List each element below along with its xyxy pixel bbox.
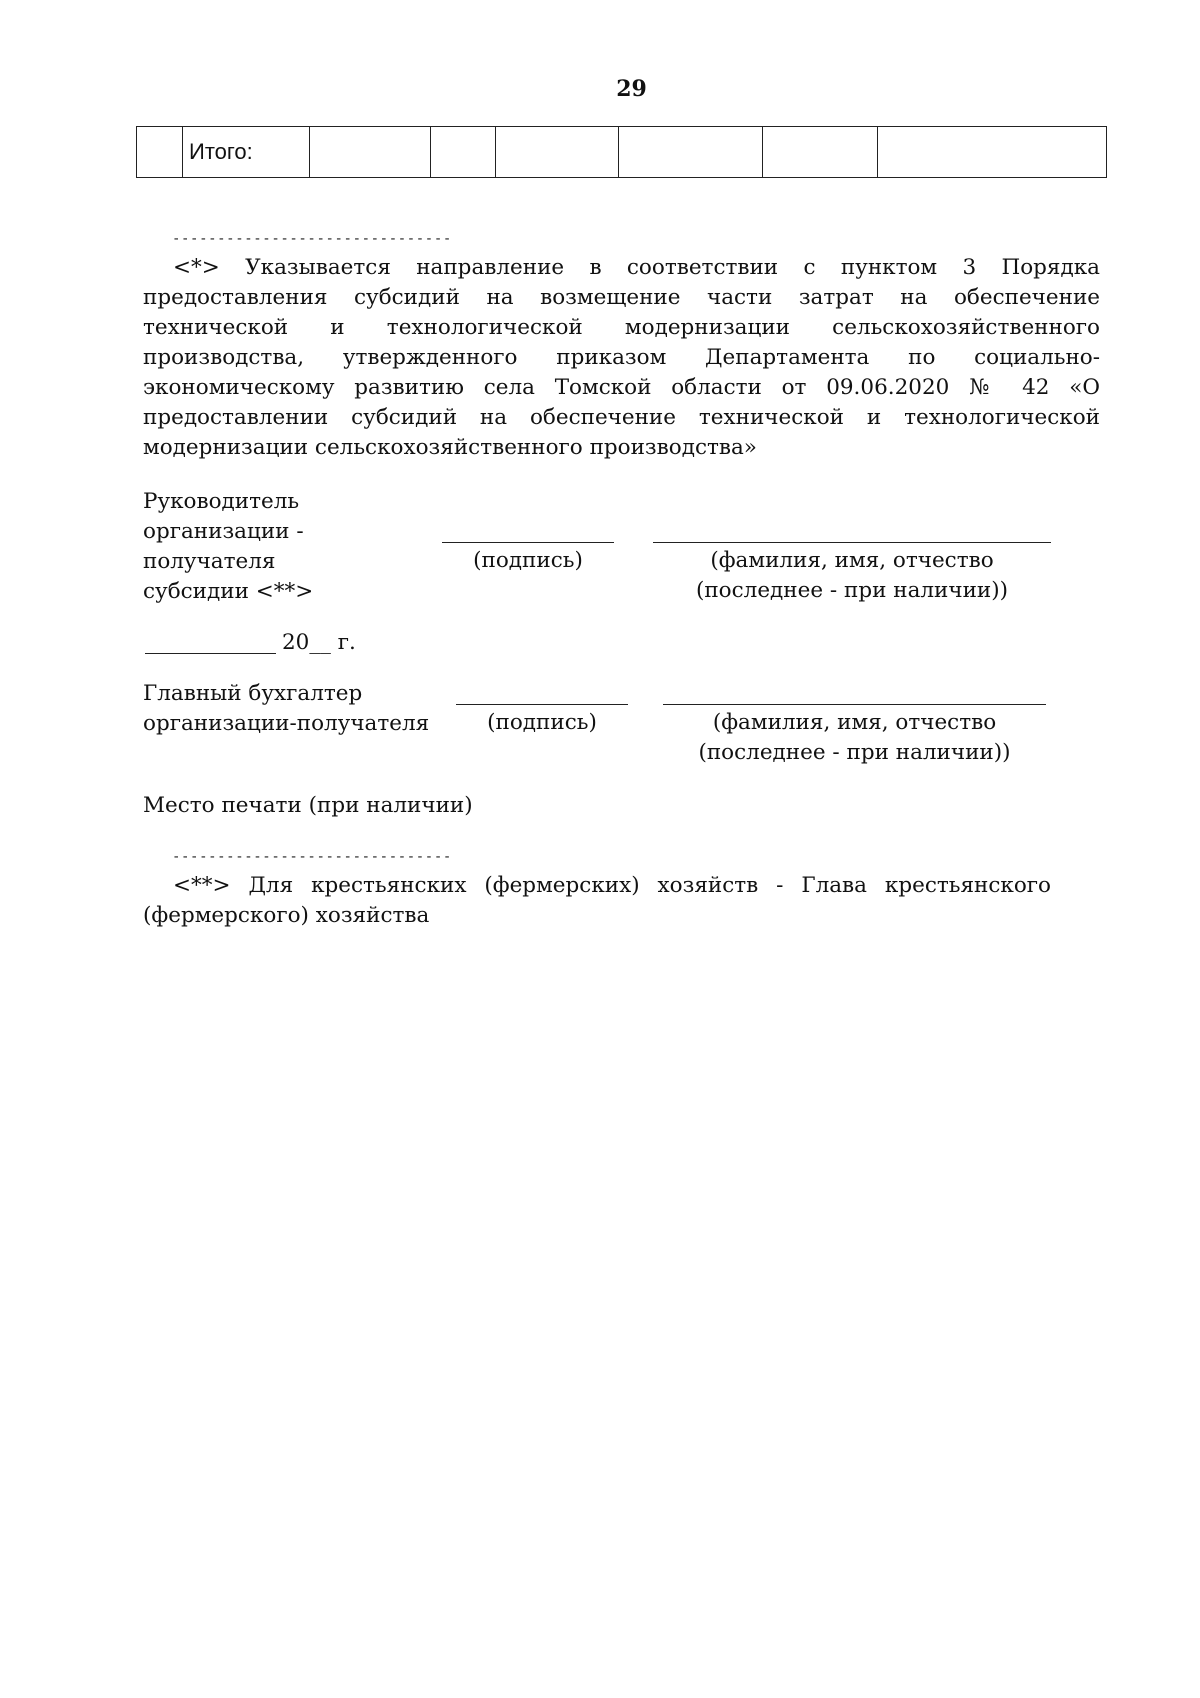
- table-cell: [431, 127, 496, 178]
- table-cell: [137, 127, 183, 178]
- head-label-line: организации -: [143, 519, 304, 544]
- accountant-name-caption-line-2: (последнее - при наличии)): [698, 740, 1011, 765]
- head-name-caption-line-2: (последнее - при наличии)): [695, 578, 1009, 603]
- date-line[interactable]: [145, 653, 276, 654]
- footnote-2-text: <**> Для крестьянских (фермерских) хозяйств - Глава крестьянского (фермерского) хозяйства: [143, 873, 1051, 928]
- accountant-name-line[interactable]: [663, 704, 1046, 705]
- accountant-signature-line[interactable]: [456, 704, 628, 705]
- footnote-1: [143, 253, 1100, 463]
- accountant-name-caption: [663, 708, 1046, 768]
- totals-table: [136, 126, 1107, 178]
- head-name-line[interactable]: [653, 542, 1051, 543]
- accountant-name-caption-line-1: (фамилия, имя, отчество: [712, 710, 997, 735]
- head-signature-line[interactable]: [442, 542, 614, 543]
- footnote-separator: -------------------------------: [172, 231, 452, 247]
- head-signature-caption: (подпись): [473, 548, 583, 573]
- table-cell: [310, 127, 431, 178]
- totals-label: Итого:: [183, 127, 310, 178]
- head-name-caption-line-1: (фамилия, имя, отчество: [710, 548, 994, 573]
- footnote-1-text: <*> Указывается направление в соответствии с пунктом 3 Порядка предоставления субсидий на возмещение части затрат на обеспечение технической и технологической модернизации сельскохозяйственного производства, утвержденного приказом Департамента по социально-экономическому развитию села Томской области от 09.06.2020 № 42 «О предоставлении субсидий на обеспечение технической и технологической модернизации сельскохозяйственного производства»: [143, 255, 1100, 460]
- stamp-place: Место печати (при наличии): [143, 793, 473, 818]
- footnote-separator-2: -------------------------------: [172, 849, 452, 865]
- footnote-2: [143, 871, 1051, 931]
- table-cell: [496, 127, 619, 178]
- table-row: [137, 127, 1107, 178]
- head-label-line: субсидии <**>: [143, 579, 314, 604]
- date-year-text: 20__ г.: [282, 630, 356, 655]
- table-cell: [878, 127, 1107, 178]
- head-label: [143, 487, 313, 607]
- page-number: 29: [616, 76, 647, 102]
- head-label-line: Руководитель: [143, 489, 300, 514]
- table-cell: [763, 127, 878, 178]
- table-cell: [619, 127, 763, 178]
- accountant-label-line: организации-получателя: [143, 711, 430, 736]
- accountant-label-line: Главный бухгалтер: [143, 681, 363, 706]
- head-label-line: получателя: [143, 549, 276, 574]
- head-name-caption: [653, 546, 1051, 606]
- accountant-signature-caption: (подпись): [487, 710, 597, 735]
- accountant-label: [143, 679, 429, 739]
